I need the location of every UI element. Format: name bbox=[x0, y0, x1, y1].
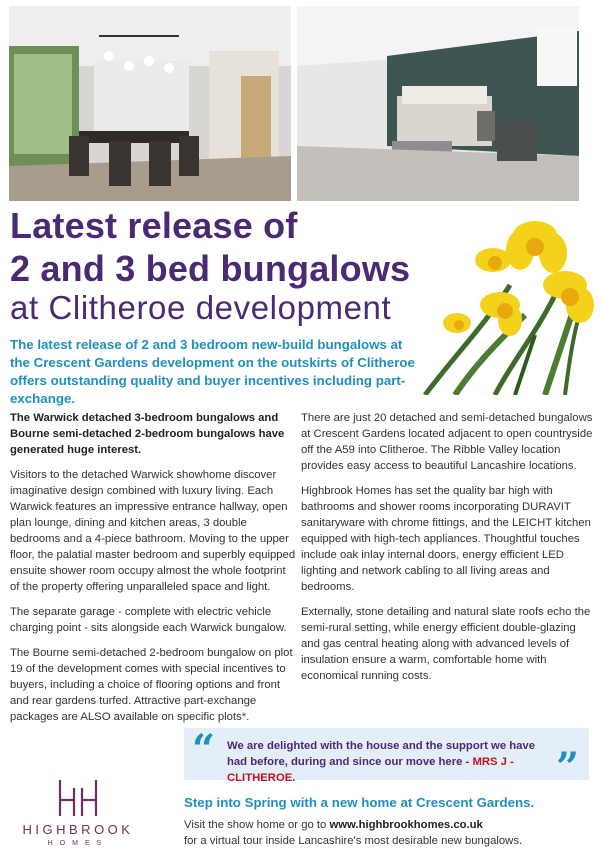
cta-prefix: Visit the show home or go to bbox=[184, 819, 330, 831]
logo-subtitle: HOMES bbox=[47, 840, 109, 847]
right-column bbox=[301, 410, 593, 693]
body-paragraph: Externally, stone detailing and natural slate roofs echo the semi-rural setting, while energy efficient double-glazing and gas central heating along with advanced levels of insulation ensure a warm, comfortable home with economical running costs. bbox=[301, 606, 591, 682]
body-paragraph: The separate garage - complete with electric vehicle charging point - sits alongside each Warwick bungalow. bbox=[10, 606, 287, 634]
testimonial-text bbox=[227, 738, 547, 786]
logo-wordmark: HIGHBROOK bbox=[22, 822, 134, 837]
bedroom-photo bbox=[297, 6, 579, 201]
body-paragraph: There are just 20 detached and semi-detached bungalows at Crescent Gardens located adjacent to open countryside off the A59 into Clitheroe. The Ribble Valley location provides easy access to beautiful Lancashire locations. bbox=[301, 412, 593, 472]
highbrook-logo bbox=[8, 774, 148, 856]
left-column bbox=[10, 410, 296, 734]
headline-line-1: Latest release of bbox=[10, 205, 298, 246]
body-paragraph: Visitors to the detached Warwick showhome discover imaginative design combined with luxury living. Each Warwick features an impressive entrance hallway, open plan lounge, dining and kitchen areas, 3 double bedrooms and a 4-piece bathroom. Moving to the upper floor, the palatial master bedroom and superbly equipped ensuite shower room occupy almost the whole footprint of the property offering unparalleled space and light. bbox=[10, 469, 296, 593]
headline-line-3: at Clitheroe development bbox=[10, 289, 392, 326]
monogram-icon bbox=[8, 774, 148, 820]
cta-line-1 bbox=[184, 819, 483, 831]
daffodil-image bbox=[415, 205, 600, 395]
testimonial-box bbox=[184, 726, 589, 791]
quote-author: MRS J - CLITHEROE. bbox=[227, 756, 514, 784]
quote-body: We are delighted with the house and the support we have had before, during and since our move here - bbox=[227, 740, 535, 768]
headline-line-2: 2 and 3 bed bungalows bbox=[10, 248, 411, 289]
close-quote-icon: ” bbox=[555, 744, 579, 791]
website-link[interactable]: www.highbrookhomes.co.uk bbox=[329, 819, 483, 831]
cta-line-2: for a virtual tour inside Lancashire's most desirable new bungalows. bbox=[184, 835, 523, 847]
open-quote-icon: “ bbox=[192, 726, 216, 773]
intro-paragraph: The latest release of 2 and 3 bedroom new-build bungalows at the Crescent Gardens development on the outskirts of Clitheroe offers outstanding quality and buyer incentives including part-exchange. bbox=[10, 337, 415, 406]
body-paragraph: The Bourne semi-detached 2-bedroom bungalow on plot 19 of the development comes with special incentives to buyers, including a choice of flooring options and front and rear gardens turfed. Attractive part-exchange packages are ALSO available on specific plots*. bbox=[10, 647, 293, 723]
lead-paragraph: The Warwick detached 3-bedroom bungalows and Bourne semi-detached 2-bedroom bungalows have generated huge interest. bbox=[10, 412, 285, 456]
svg-text:HH: HH bbox=[8, 774, 10, 775]
dining-room-photo bbox=[9, 6, 291, 201]
cta-title: Step into Spring with a new home at Crescent Gardens. bbox=[184, 795, 535, 810]
body-paragraph: Highbrook Homes has set the quality bar high with bathrooms and shower rooms incorporating DURAVIT sanitaryware with chrome fittings, and the LEICHT kitchen equipped with high-tech appliances. Thoughtful touches include oak inlay internal doors, energy efficient LED lighting and network cabling to all living areas and bedrooms. bbox=[301, 485, 591, 593]
